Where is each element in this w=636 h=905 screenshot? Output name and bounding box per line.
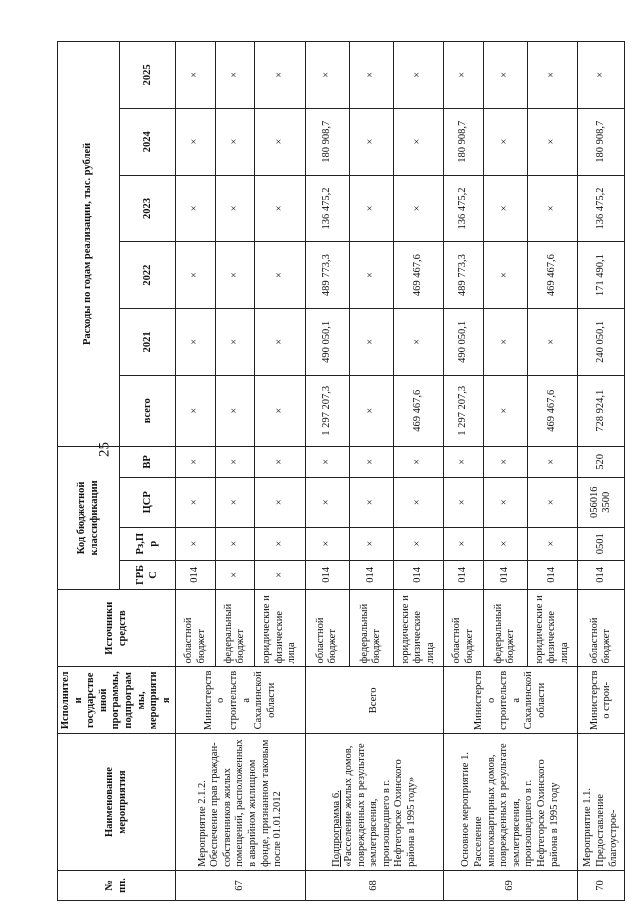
cell-grbs: 014 [305,560,349,589]
executor: Всего [305,667,443,734]
cell-grbs: 014 [527,560,578,589]
cell-grbs: 014 [349,560,393,589]
cell-y2024: × [527,108,578,175]
cell-csr: × [349,478,393,528]
funding-source: юридические и физические лица [255,589,306,667]
cell-y2023: × [215,175,255,242]
header-2025: 2025 [120,42,176,109]
header-name: Наименование мероприятия [58,734,176,871]
funding-source: федеральный бюджет [483,589,527,667]
cell-y2022: × [255,242,306,309]
header-2023: 2023 [120,175,176,242]
cell-y2024: × [349,108,393,175]
activity-name [176,734,306,871]
cell-y2021: × [349,309,393,376]
cell-grbs: × [215,560,255,589]
table-body [176,42,625,901]
cell-y2025: × [527,42,578,109]
cell-y2024: × [176,108,216,175]
cell-y2023: × [255,175,306,242]
header-2021: 2021 [120,309,176,376]
header-total: всего [120,375,176,446]
cell-y2022: 469 467,6 [527,242,578,309]
cell-y2021: 490 050,1 [305,309,349,376]
cell-vr: × [393,446,444,477]
table-row [578,42,625,901]
header-2022: 2022 [120,242,176,309]
cell-y2025: × [444,42,484,109]
cell-vr: × [349,446,393,477]
cell-y2021: × [483,309,527,376]
executor: Министерство строительства Сахалинской области [444,667,578,734]
cell-total: × [349,375,393,446]
cell-y2024: 180 908,7 [578,108,625,175]
cell-y2024: × [393,108,444,175]
row-number: 68 [305,870,443,900]
cell-csr: 056016 3500 [578,478,625,528]
cell-y2022: × [349,242,393,309]
cell-vr: × [527,446,578,477]
cell-y2023: 136 475,2 [305,175,349,242]
table-row [444,42,484,901]
cell-y2021: × [176,309,216,376]
cell-y2025: × [578,42,625,109]
cell-grbs: 014 [393,560,444,589]
activity-name [578,734,625,871]
cell-rzpr: × [527,527,578,560]
cell-y2021: 240 050,1 [578,309,625,376]
cell-total: 469 467,6 [393,375,444,446]
cell-total: 728 924,1 [578,375,625,446]
cell-y2025: × [305,42,349,109]
cell-y2023: × [483,175,527,242]
header-rzpr: Рз,Пр [120,527,176,560]
cell-vr: × [215,446,255,477]
cell-y2023: × [176,175,216,242]
cell-csr: × [483,478,527,528]
cell-y2021: × [255,309,306,376]
cell-y2022: × [176,242,216,309]
funding-source: областной бюджет [176,589,216,667]
cell-y2022: 489 773,3 [305,242,349,309]
cell-y2023: × [393,175,444,242]
cell-y2025: × [349,42,393,109]
cell-csr: × [444,478,484,528]
cell-rzpr: × [444,527,484,560]
activity-name [444,734,578,871]
cell-y2022: 489 773,3 [444,242,484,309]
activity-name [305,734,443,871]
funding-source: областной бюджет [305,589,349,667]
funding-source: областной бюджет [444,589,484,667]
cell-y2022: 171 490,1 [578,242,625,309]
activity-name-text: Мероприятие 2.1.2. Обеспечение прав граждан-собственников жилых помещений, расположенных в аварийном жилищном фонде, признанном таковым после 01.01.2012 [196,739,284,867]
cell-y2023: × [349,175,393,242]
cell-y2024: 180 908,7 [305,108,349,175]
cell-grbs: 014 [483,560,527,589]
cell-y2024: 180 908,7 [444,108,484,175]
cell-rzpr: × [255,527,306,560]
cell-y2023: 136 475,2 [578,175,625,242]
header-expenses-group: Расходы по годам реализации, тыс. рублей [58,42,120,447]
cell-rzpr: × [176,527,216,560]
funding-source: юридические и физические лица [393,589,444,667]
cell-total: 1 297 207,3 [305,375,349,446]
cell-grbs: × [255,560,306,589]
cell-csr: × [176,478,216,528]
cell-y2021: 490 050,1 [444,309,484,376]
cell-vr: × [176,446,216,477]
cell-total: 469 467,6 [527,375,578,446]
header-vr: ВР [120,446,176,477]
cell-rzpr: × [305,527,349,560]
cell-y2021: × [527,309,578,376]
cell-total: 1 297 207,3 [444,375,484,446]
funding-source: федеральный бюджет [215,589,255,667]
cell-csr: × [305,478,349,528]
cell-csr: × [215,478,255,528]
cell-rzpr: × [483,527,527,560]
header-2024: 2024 [120,108,176,175]
cell-rzpr: × [215,527,255,560]
cell-total: × [483,375,527,446]
cell-vr: 520 [578,446,625,477]
funding-source: юридические и физические лица [527,589,578,667]
header-num: № пп. [58,870,176,900]
cell-y2024: × [215,108,255,175]
activity-name-text: Мероприятие 1.1. Предоставление благоустрое- [582,787,619,867]
row-number: 70 [578,870,625,900]
header-executor: Исполнители государственной программы, подпрограммы, мероприятия [58,667,176,734]
cell-total: × [255,375,306,446]
cell-y2025: × [215,42,255,109]
row-number: 69 [444,870,578,900]
cell-csr: × [393,478,444,528]
funding-source: областной бюджет [578,589,625,667]
cell-total: × [176,375,216,446]
cell-y2023: 136 475,2 [444,175,484,242]
header-grbs: ГРБС [120,560,176,589]
cell-y2024: × [483,108,527,175]
cell-y2022: 469 467,6 [393,242,444,309]
cell-y2021: × [393,309,444,376]
subprogram-label: Подпрограмма 6. [330,790,342,867]
cell-csr: × [527,478,578,528]
cell-y2025: × [393,42,444,109]
cell-y2025: × [176,42,216,109]
table-row [305,42,349,901]
header-code-group: Код бюджетной классификации [58,446,120,589]
cell-y2022: × [483,242,527,309]
cell-rzpr: × [393,527,444,560]
funding-source: федеральный бюджет [349,589,393,667]
executor: Министерство строи- [578,667,625,734]
cell-rzpr: × [349,527,393,560]
cell-y2024: × [255,108,306,175]
cell-grbs: 014 [444,560,484,589]
cell-vr: × [305,446,349,477]
cell-vr: × [444,446,484,477]
table-row [176,42,216,901]
cell-y2022: × [215,242,255,309]
activity-name-text: Основное мероприятие 1. Расселение многоквартирных домов, поврежденных в результате землетрясения, произошедшего в г. Нефтегорске Охинского района в 1995 году [460,743,560,867]
page-number: 25 [96,442,113,457]
executor: Министерство строительства Сахалинской области [176,667,306,734]
cell-grbs: 014 [578,560,625,589]
cell-rzpr: 0501 [578,527,625,560]
cell-y2025: × [483,42,527,109]
cell-y2021: × [215,309,255,376]
cell-vr: × [483,446,527,477]
cell-y2025: × [255,42,306,109]
cell-vr: × [255,446,306,477]
cell-y2023: × [527,175,578,242]
row-number: 67 [176,870,306,900]
expenses-table [57,41,625,901]
rotated-table-container [57,41,619,901]
activity-name-text: «Расселение жилых домов, поврежденных в результате землетрясения, произошедшего в г. Нефтегорске Охинского района в 1995 году» [343,743,418,867]
header-source: Источники средств [58,589,176,667]
header-csr: ЦСР [120,478,176,528]
cell-grbs: 014 [176,560,216,589]
cell-csr: × [255,478,306,528]
cell-total: × [215,375,255,446]
